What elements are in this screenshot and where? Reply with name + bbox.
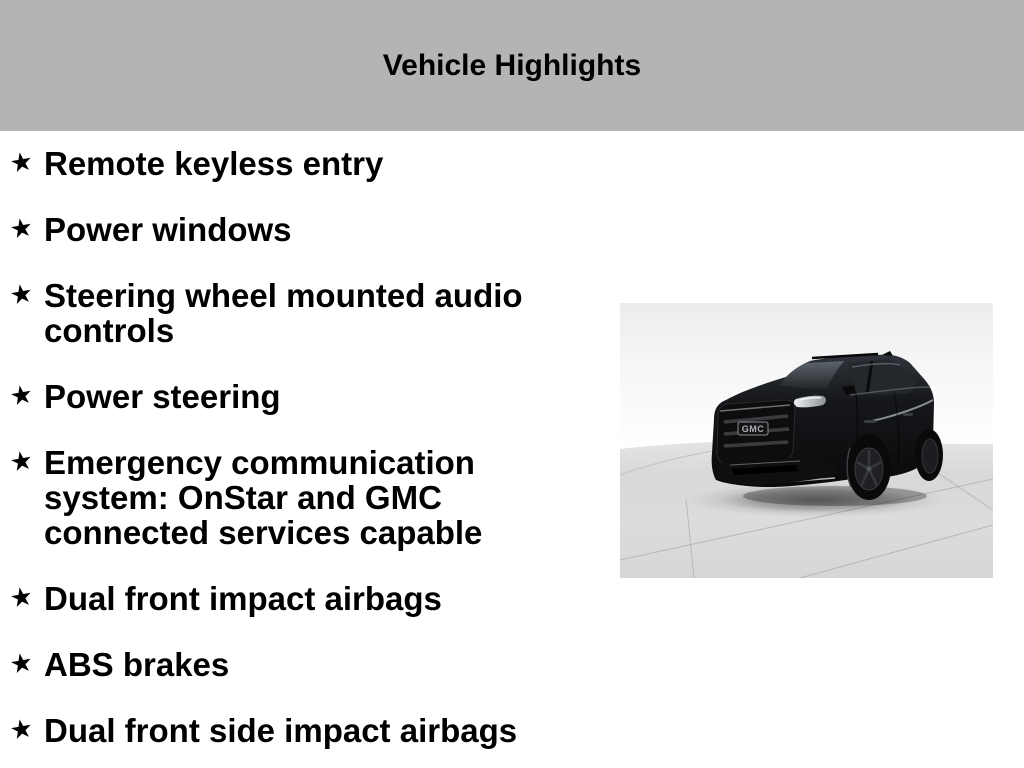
car-shadow-core [743,486,927,506]
highlight-text: Dual front side impact airbags [44,712,518,749]
highlights-list [7,145,594,768]
list-item [7,580,594,617]
vehicle-photo-illustration [620,303,993,578]
vehicle-photo [620,303,993,578]
highlight-text: Remote keyless entry [44,145,384,182]
highlight-text: Power steering [44,378,281,415]
highlight-text: ABS brakes [44,646,230,683]
list-item [7,145,594,182]
star-bullet-icon: ★ [7,277,36,311]
header-bar [0,0,1024,131]
list-item [7,712,594,749]
list-item [7,646,594,683]
list-item [7,444,594,551]
front-wheel [847,434,891,500]
list-item [7,277,594,349]
highlight-text: Emergency communication system: OnStar and GMC connected services capable [44,444,483,551]
door-handle-front [864,420,876,423]
star-bullet-icon: ★ [7,444,36,478]
star-bullet-icon: ★ [7,646,36,680]
star-bullet-icon: ★ [7,580,36,614]
highlight-text: Dual front impact airbags [44,580,442,617]
list-item [7,378,594,415]
gmc-badge-text: GMC [741,424,765,434]
highlight-text: Steering wheel mounted audio controls [44,277,523,349]
rear-wheel [915,429,943,481]
list-item [7,211,594,248]
star-bullet-icon: ★ [7,378,36,412]
star-bullet-icon: ★ [7,211,36,245]
highlight-text: Power windows [44,211,292,248]
page-title: Vehicle Highlights [382,48,642,82]
door-handle-rear [903,413,913,416]
star-bullet-icon: ★ [7,712,36,746]
star-bullet-icon: ★ [7,145,36,179]
